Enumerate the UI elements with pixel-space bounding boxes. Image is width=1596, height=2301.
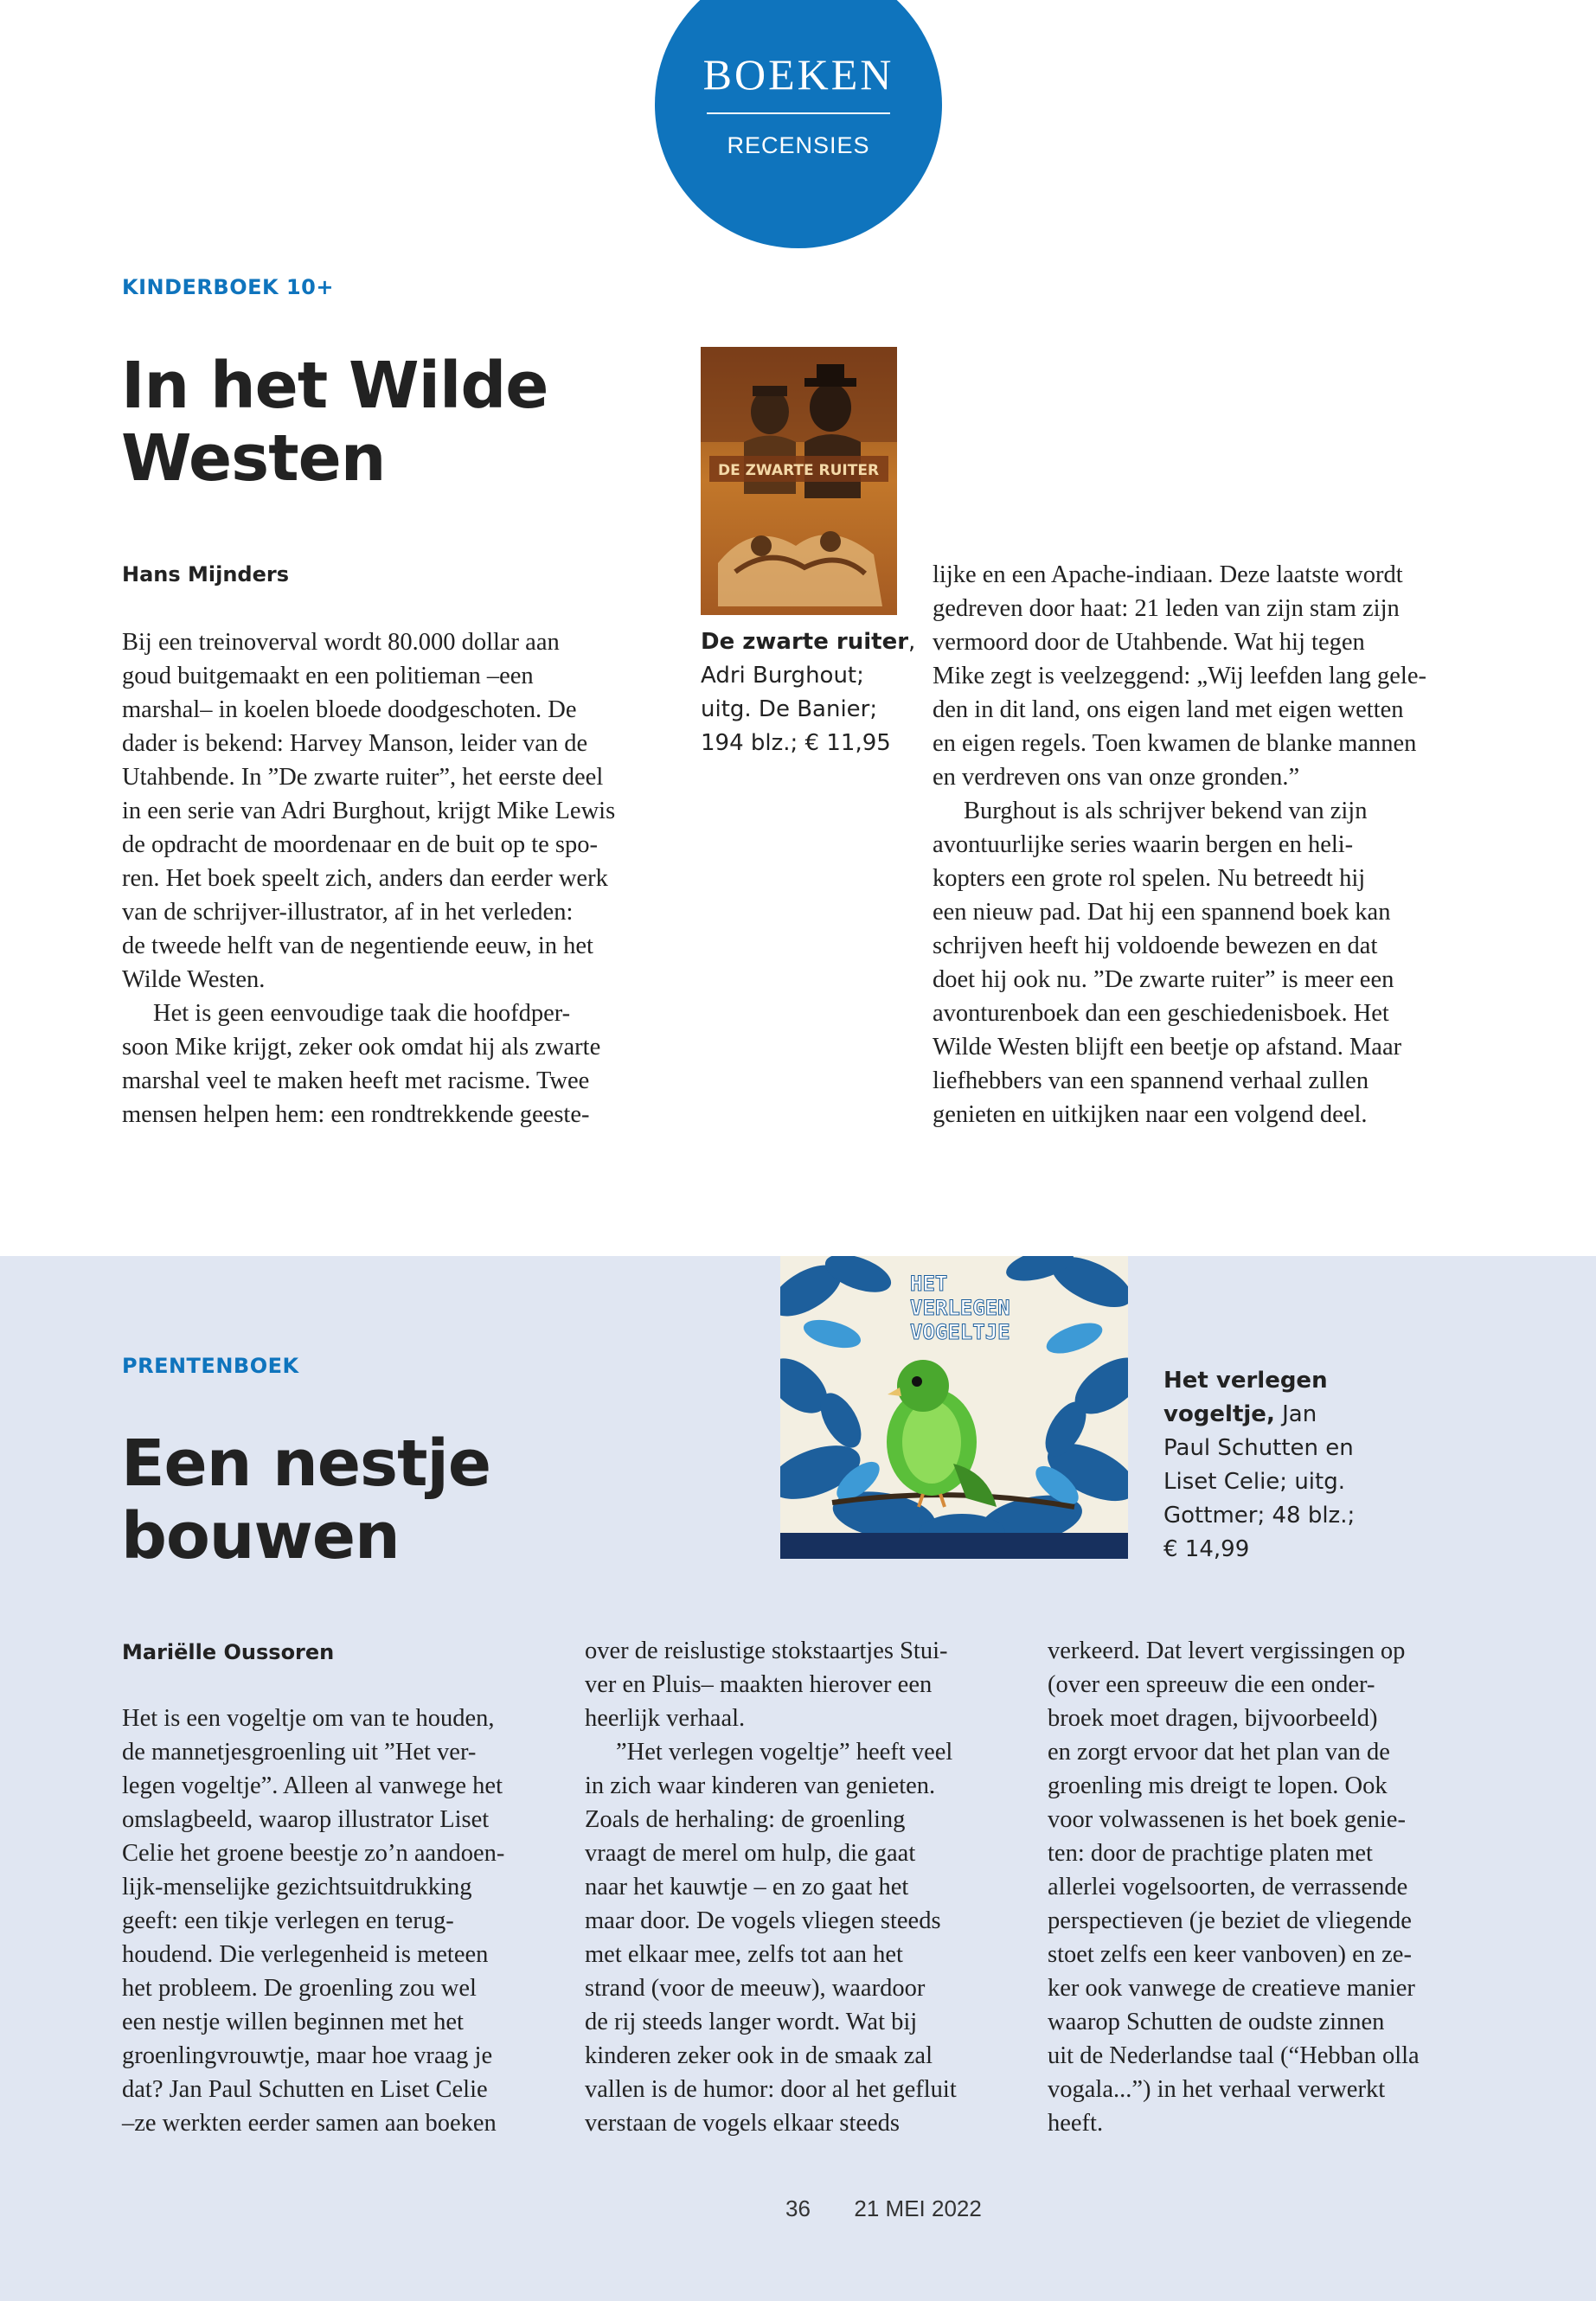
text-line: strand (voor de meeuw), waardoor [585,1975,926,2002]
review1-column-2 [933,558,1486,1131]
text-line: allerlei vogelsoorten, de verrassende [1048,1874,1408,1900]
review1-column-1 [122,625,676,1131]
cover-illustration [701,347,897,615]
review2-headline [121,1427,490,1573]
text-line: de tweede helft van de negentiende eeuw, in het [122,933,593,959]
review2-author: Mariëlle Oussoren [122,1640,335,1664]
cover-illustration [780,1256,1128,1559]
text-line: het probleem. De groenling zou wel [122,1975,477,2002]
caption-line: 194 blz.; € 11,95 [701,730,891,756]
text-line: en verdreven ons van onze gronden.” [933,764,1300,791]
text-line: in zich waar kinderen van genieten. [585,1772,936,1799]
text-line: goud buitgemaakt en een politieman –een [122,663,534,689]
cover-title-line3: VOGELTJE [910,1320,1010,1344]
text-line: lijke en een Apache-indiaan. Deze laatste wordt [933,561,1403,588]
text-line: doet hij ook nu. ”De zwarte ruiter” is meer een [933,966,1394,993]
text-line: heerlijk verhaal. [585,1705,746,1732]
text-line: waarop Schutten de oudste zinnen [1048,2009,1385,2035]
text-line: avontuurlijke series waarin bergen en heli- [933,831,1354,858]
review1-headline [121,349,548,495]
paragraph [122,997,676,1131]
review1-caption: De zwarte ruiter, Adri Burghout; uitg. De Banier; 194 blz.; € 11,95 [701,625,917,760]
text-line: Het is geen eenvoudige taak die hoofdper- [153,1000,571,1027]
paragraph [1048,1634,1515,2140]
text-line: ker ook vanwege de creatieve manier [1048,1975,1415,2002]
text-line: liefhebbers van een spannend verhaal zullen [933,1067,1369,1094]
text-line: vogala...”) in het verhaal verwerkt [1048,2076,1386,2103]
caption-line: uitg. De Banier; [701,696,878,722]
text-line: een nieuw pad. Dat hij een spannend boek kan [933,899,1391,926]
text-line: Utahbende. In ”De zwarte ruiter”, het eerste deel [122,764,604,791]
text-line: heeft. [1048,2110,1104,2137]
cover-title-text: DE ZWARTE RUITER [717,462,880,479]
text-line: avonturenboek dan een geschiedenisboek. Het [933,1000,1389,1027]
text-line: stoet zelfs een keer vanboven) en ze- [1048,1941,1412,1968]
text-line: uit de Nederlandse taal (“Hebban olla [1048,2042,1420,2069]
paragraph [122,1702,563,2140]
text-line: omslagbeeld, waarop illustrator Liset [122,1806,490,1833]
text-line: ver en Pluis– maakten hierover een [585,1671,933,1698]
review2-headline-line2: bouwen [121,1499,400,1574]
page-footer [785,2195,982,2222]
text-line: schrijven heeft hij voldoende bewezen en dat [933,933,1378,959]
text-line: geeft: een tikje verlegen en terug- [122,1907,454,1934]
text-line: –ze werkten eerder samen aan boeken [122,2110,497,2137]
caption-line: Gottmer; 48 blz.; [1163,1503,1356,1529]
text-line: groenling mis dreigt te lopen. Ook [1048,1772,1388,1799]
paragraph [585,1735,1026,2140]
cover-title-line1: HET [910,1272,948,1296]
caption-line: Liset Celie; uitg. [1163,1469,1345,1495]
badge-divider [707,112,890,114]
text-line: verstaan de vogels elkaar steeds [585,2110,901,2137]
section-subtitle: RECENSIES [727,132,870,158]
text-line: Celie het groene beestje zo’n aandoen- [122,1840,505,1867]
text-line: een nestje willen beginnen met het [122,2009,464,2035]
text-line: ”Het verlegen vogeltje” heeft veel [616,1739,953,1766]
review2-headline-line1: Een nestje [121,1426,491,1501]
text-line: Zoals de herhaling: de groenling [585,1806,906,1833]
text-line: Bij een treinoverval wordt 80.000 dollar aan [122,629,560,656]
text-line: genieten en uitkijken naar een volgend deel. [933,1101,1368,1128]
text-line: marshal veel te maken heeft met racisme. Twee [122,1067,590,1094]
page-number: 36 [785,2195,811,2221]
text-line: Wilde Westen blijft een beetje op afstand. Maar [933,1034,1402,1061]
text-line: perspectieven (je beziet de vliegende [1048,1907,1412,1934]
text-line: de mannetjesgroenling uit ”Het ver- [122,1739,477,1766]
review1-kicker: KINDERBOEK 10+ [122,275,334,299]
text-line: groenlingvrouwtje, maar hoe vraag je [122,2042,493,2069]
text-line: houdend. Die verlegenheid is meteen [122,1941,489,1968]
text-line: en zorgt ervoor dat het plan van de [1048,1739,1390,1766]
review2-column-3 [1048,1634,1515,2140]
book-cover-het-verlegen-vogeltje [780,1256,1128,1559]
section-title: BOEKEN [702,50,894,99]
text-line: den in dit land, ons eigen land met eigen wetten [933,696,1404,723]
text-line: de rij steeds langer wordt. Wat bij [585,2009,918,2035]
caption-book-title: vogeltje, [1163,1401,1275,1427]
paragraph [122,625,676,997]
text-line: naar het kauwtje – en zo gaat het [585,1874,909,1900]
text-line: legen vogeltje”. Alleen al vanwege het [122,1772,503,1799]
caption-line: Adri Burghout; [701,663,864,689]
text-line: ren. Het boek speelt zich, anders dan eerder werk [122,865,608,892]
review2-caption [1163,1364,1388,1567]
text-line: verkeerd. Dat levert vergissingen op [1048,1638,1406,1664]
paragraph [933,794,1486,1131]
review2-kicker: PRENTENBOEK [122,1354,299,1378]
text-line: soon Mike krijgt, zeker ook omdat hij als zwarte [122,1034,601,1061]
text-line: gedreven door haat: 21 leden van zijn stam zijn [933,595,1400,622]
caption-line: Jan [1274,1401,1317,1427]
review1-headline-line1: In het Wilde [121,349,548,423]
text-line: Burghout is als schrijver bekend van zijn [964,798,1368,824]
text-line: marshal– in koelen bloede doodgeschoten. De [122,696,577,723]
text-line: de opdracht de moordenaar en de buit op te spo- [122,831,599,858]
text-line: (over een spreeuw die een onder- [1048,1671,1375,1698]
caption-book-title: De zwarte ruiter [701,629,909,655]
text-line: Het is een vogeltje om van te houden, [122,1705,495,1732]
text-line: vallen is de humor: door al het gefluit [585,2076,957,2103]
text-line: kinderen zeker ook in de smaak zal [585,2042,933,2069]
book-cover-de-zwarte-ruiter [701,347,897,615]
text-line: dader is bekend: Harvey Manson, leider van de [122,730,588,757]
text-line: ten: door de prachtige platen met [1048,1840,1373,1867]
caption-book-title: Het verlegen [1163,1368,1328,1394]
text-line: lijk-menselijke gezichtsuitdrukking [122,1874,472,1900]
review1-author: Hans Mijnders [122,562,290,586]
review2-column-1 [122,1702,563,2140]
text-line: vermoord door de Utahbende. Wat hij tegen [933,629,1365,656]
caption-line: € 14,99 [1163,1536,1250,1562]
text-line: dat? Jan Paul Schutten en Liset Celie [122,2076,488,2103]
text-line: mensen helpen hem: een rondtrekkende geeste- [122,1101,590,1128]
text-line: over de reislustige stokstaartjes Stui- [585,1638,948,1664]
caption-line: Paul Schutten en [1163,1435,1354,1461]
text-line: van de schrijver-illustrator, af in het verleden: [122,899,574,926]
text-line: maar door. De vogels vliegen steeds [585,1907,941,1934]
text-line: Mike zegt is veelzeggend: „Wij leefden lang gele- [933,663,1426,689]
text-line: kopters een grote rol spelen. Nu betreedt hij [933,865,1366,892]
text-line: en eigen regels. Toen kwamen de blanke mannen [933,730,1417,757]
section-badge [655,0,942,248]
review2-column-2 [585,1634,1026,2140]
paragraph [933,558,1486,794]
text-line: Wilde Westen. [122,966,266,993]
text-line: met elkaar mee, zelfs tot aan het [585,1941,903,1968]
issue-date: 21 MEI 2022 [854,2195,982,2221]
text-line: voor volwassenen is het boek genie- [1048,1806,1406,1833]
cover-title-line2: VERLEGEN [910,1296,1010,1320]
text-line: vraagt de merel om hulp, die gaat [585,1840,916,1867]
text-line: broek moet dragen, bijvoorbeeld) [1048,1705,1378,1732]
text-line: in een serie van Adri Burghout, krijgt Mike Lewis [122,798,616,824]
paragraph [585,1634,1026,1735]
review1-headline-line2: Westen [121,421,386,496]
